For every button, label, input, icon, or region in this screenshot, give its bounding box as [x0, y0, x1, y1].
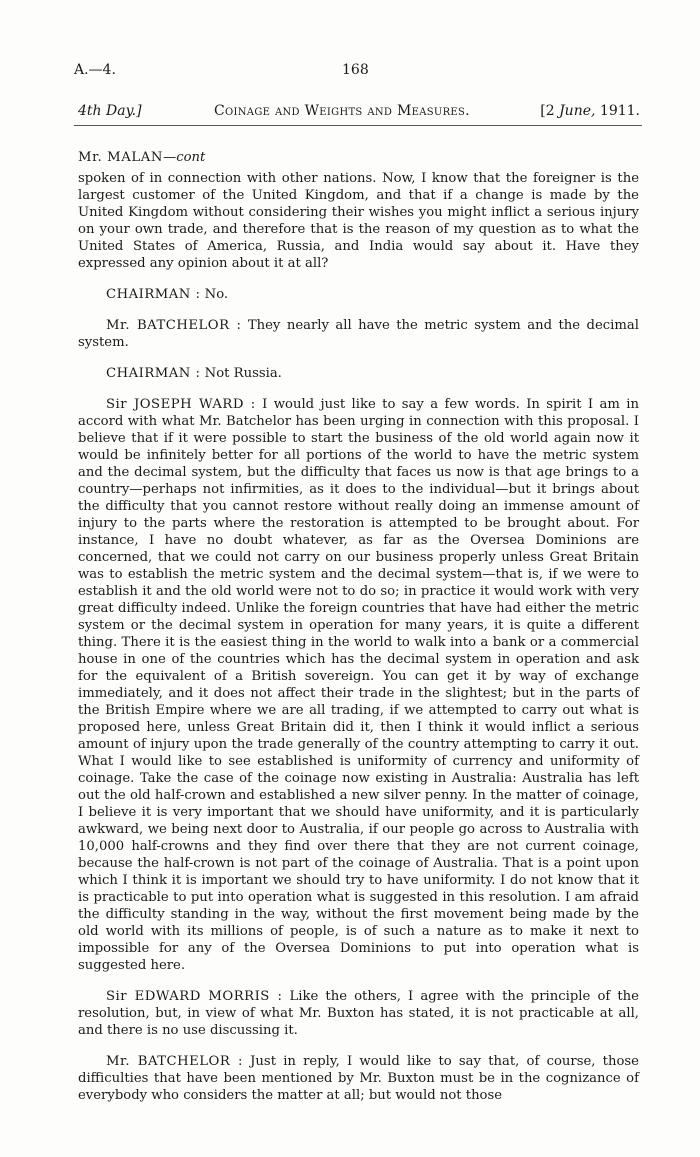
speech-paragraph: [78, 317, 639, 351]
speech-paragraph: [78, 365, 639, 382]
speaker-name: CHAIRMAN :: [106, 366, 201, 381]
document-body: [78, 149, 639, 1104]
continuation-suffix: —cont: [163, 150, 206, 165]
speaker-name: Sir EDWARD MORRIS :: [106, 989, 283, 1004]
paper-reference: A.—4.: [74, 62, 116, 78]
opening-paragraph: spoken of in connection with other nations. Now, I know that the foreigner is the largest customer of the United Kingdom, and that if a change is made by the United Kingdom without considering their wishes you might inflict a serious injury on your own trade, and therefore that is the reason of my question as to what the United States of America, Russia, and India would say about it. Have they expressed any opinion about it at all?: [78, 171, 639, 271]
header-rule: [74, 125, 642, 126]
speech-text: No.: [204, 287, 229, 302]
speech-text: I would just like to say a few words. In spirit I am in accord with what Mr. Batchelor has been urging in connection with this proposal. I believe that if it were possible to start the business of the old world again now it would be infinitely better for all portions of the world to have the metric system and the decimal system, but the difficulty that faces us now is that age brings to a country—perhaps not infirmities, as it does to the individual—but it brings about the difficulty that you cannot restore without really doing an immense amount of injury to the parts where the restoration is attempted to be brought about. For instance, I have no doubt whatever, as far as the Oversea Dominions are concerned, that we could not carry on our business properly unless Great Britain was to establish the metric system and the decimal system—that is, if we were to establish it and the old world were not to do so; in practice it would work with very great difficulty indeed. Unlike the foreign countries that have had either the metric system or the decimal system in operation for many years, it is quite a different thing. There it is the easiest thing in the world to walk into a bank or a commercial house in one of the countries which has the decimal system in operation and ask for the equivalent of a British sovereign. You can get it by way of exchange immediately, and it does not affect their trade in the slightest; but in the parts of the British Empire where we are all trading, if we attempted to carry out what is proposed here, unless Great Britain did it, then I think it would inflict a serious amount of injury upon the trade generally of the country attempting to carry it out. What I would like to see established is uniformity of currency and uniformity of coinage. Take the case of the coinage now existing in Australia: Australia has left out the old half-crown and established a new silver penny. In the matter of coinage, I believe it is very important that we should have uniformity, and it is particularly awkward, we being next door to Australia, if our people go across to Australia with 10,000 half-crowns and they find over there that they are not current coinage, because the half-crown is not part of the coinage of Australia. That is a point upon which I think it is important we should try to have uniformity. I do not know that it is practicable to put into operation what is suggested in this resolution. I am afraid the difficulty standing in the way, without the first movement being made by the old world with its millions of people, is of such a nature as to make it next to impossible for any of the Oversea Dominions to put into operation what is suggested here.: [78, 397, 639, 973]
header-title: Coinage and Weights and Measures.: [214, 103, 470, 119]
speaker-name: Mr. BATCHELOR :: [106, 318, 242, 333]
header-date-prefix: [2: [540, 103, 555, 119]
speech-text: Just in reply, I would like to say that, of course, those difficulties that have been mentioned by Mr. Buxton must be in the cognizance of everybody who considers the matter at all; but would not those: [78, 1054, 639, 1103]
speech-text: Like the others, I agree with the principle of the resolution, but, in view of what Mr. Buxton has stated, it is not practicable at all, and there is no use discussing it.: [78, 989, 639, 1038]
speech-paragraph: [78, 286, 639, 303]
continuation-line: [78, 149, 639, 166]
header-date: [540, 103, 640, 119]
header-date-month: June,: [559, 103, 596, 119]
speech-paragraph: [78, 396, 639, 974]
speech-paragraph: [78, 1053, 639, 1104]
speech-paragraph: [78, 988, 639, 1039]
page-number: 168: [342, 62, 369, 78]
speech-text: Not Russia.: [204, 366, 282, 381]
speaker-name: Mr. BATCHELOR :: [106, 1054, 243, 1069]
header-day: 4th Day.]: [78, 103, 142, 119]
continuation-speaker: Mr. MALAN: [78, 150, 163, 165]
speaker-name: Sir JOSEPH WARD :: [106, 397, 256, 412]
speech-text: They nearly all have the metric system and the decimal system.: [78, 318, 639, 350]
running-header: [78, 103, 640, 123]
page-top-row: [74, 62, 640, 82]
header-date-year: 1911.: [599, 103, 640, 119]
speaker-name: CHAIRMAN :: [106, 287, 201, 302]
